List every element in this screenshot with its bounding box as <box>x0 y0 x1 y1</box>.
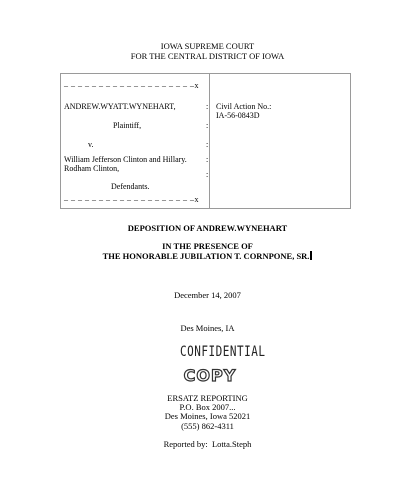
versus-label: v. <box>88 140 94 149</box>
court-name: IOWA SUPREME COURT <box>160 41 255 51</box>
reported-by <box>0 439 415 449</box>
caption-colon: : <box>206 121 209 130</box>
copy-stamp-text: COPY <box>183 366 237 385</box>
presence-line2-text: THE HONORABLE JUBILATION T. CORNPONE, SR. <box>102 251 310 261</box>
reported-by-label: Reported by: <box>163 439 208 449</box>
caption-colon: : <box>206 140 209 149</box>
deposition-location: Des Moines, IA <box>180 323 235 333</box>
civil-action-label: Civil Action No.: <box>216 102 272 111</box>
caption-colon: : <box>206 170 209 179</box>
reporting-phone: (555) 862-4311 <box>181 421 234 431</box>
deposition-date: December 14, 2007 <box>174 290 241 300</box>
presence-line2 <box>0 251 415 261</box>
caption-colon: : <box>206 102 209 111</box>
defendant-names-line1: William Jefferson Clinton and Hillary. <box>64 155 187 164</box>
case-caption-box <box>60 73 351 209</box>
defendant-label: Defendants. <box>111 182 150 191</box>
reporter-name: Lotta.Steph <box>211 439 252 449</box>
caption-divider <box>209 74 210 208</box>
plaintiff-name: ANDREW.WYATT.WYNEHART, <box>64 102 176 111</box>
reporting-company: ERSATZ REPORTING <box>167 393 248 403</box>
plaintiff-label: Plaintiff, <box>113 121 142 130</box>
caption-bottom-dashes: – – – – – – – – – – – – – – – – – – –x <box>64 195 199 204</box>
text-cursor <box>310 251 312 260</box>
confidential-stamp: CONFIDENTIAL <box>180 343 266 360</box>
copy-stamp <box>180 364 240 386</box>
presence-line1: IN THE PRESENCE OF <box>162 241 253 251</box>
caption-top-dashes: – – – – – – – – – – – – – – – – – – –x <box>64 81 199 90</box>
reporting-po-box: P.O. Box 2007... <box>179 402 236 412</box>
civil-action-number: IA-56-0843D <box>216 111 260 120</box>
reporting-city: Des Moines, Iowa 52021 <box>164 411 251 421</box>
court-district: FOR THE CENTRAL DISTRICT OF IOWA <box>130 51 285 61</box>
caption-colon: : <box>206 155 209 164</box>
deposition-title: DEPOSITION OF ANDREW.WYNEHART <box>127 223 288 233</box>
defendant-names-line2: Rodham Clinton, <box>64 164 120 173</box>
